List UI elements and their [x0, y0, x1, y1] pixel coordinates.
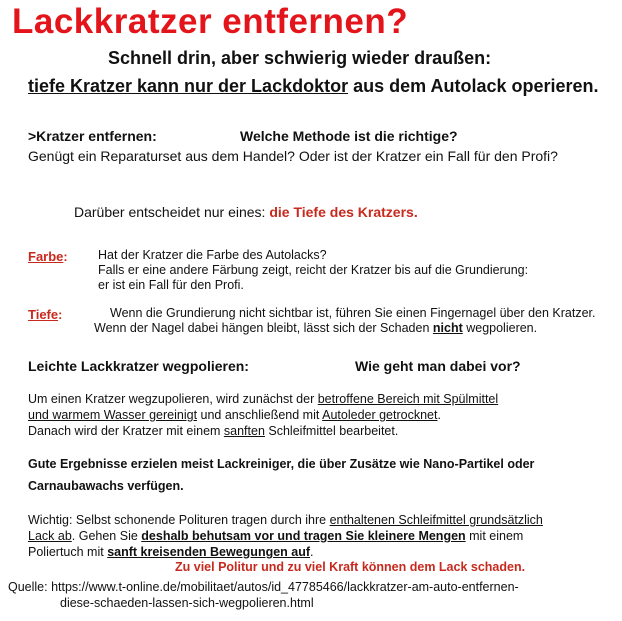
farbe-line-2: Falls er eine andere Färbung zeigt, reicht der Kratzer bis auf die Grundierung:: [98, 263, 529, 277]
warning-line-4: Zu viel Politur und zu viel Kraft können dem Lack schaden.: [175, 560, 526, 574]
decision-highlight: die Tiefe des Kratzers.: [269, 204, 418, 220]
warning-line-2: [28, 529, 523, 543]
farbe-colon: :: [63, 250, 68, 264]
question-left: >Kratzer entfernen:: [28, 128, 157, 144]
polish-p2-b: und anschließend mit: [197, 408, 323, 422]
subtitle-underlined: tiefe Kratzer kann nur der Lackdoktor: [28, 76, 349, 96]
page-title: Lackkratzer entfernen?: [12, 2, 409, 41]
polish-heading-right: Wie geht man dabei vor?: [355, 358, 521, 374]
source-line-2: diese-schaeden-lassen-sich-wegpolieren.html: [60, 596, 314, 610]
warning-line-1: [28, 513, 543, 527]
good-results-line-2: Carnaubawachs verfügen.: [28, 479, 184, 493]
tiefe-label: Tiefe: [28, 307, 59, 322]
good-results-line-1: Gute Ergebnisse erzielen meist Lackreiniger, die über Zusätze wie Nano-Partikel oder: [28, 457, 535, 471]
subtitle-line2: [28, 76, 599, 97]
tiefe-nicht: nicht: [432, 321, 463, 335]
subtitle-line1: Schnell drin, aber schwierig wieder draußen:: [108, 48, 492, 68]
tiefe-label-wrap: [28, 306, 62, 324]
farbe-line-1: Hat der Kratzer die Farbe des Autolacks?: [98, 248, 327, 262]
warn2-a: Lack ab: [28, 529, 72, 543]
warn1-a: Wichtig: Selbst schonende Polituren tragen durch ihre: [28, 513, 330, 527]
polish-heading-left: Leichte Lackkratzer wegpolieren:: [28, 358, 249, 374]
warn2-d: mit einem: [465, 529, 524, 543]
subtitle-rest: aus dem Autolack operieren.: [348, 76, 599, 96]
warn2-b: . Gehen Sie: [71, 529, 142, 543]
polish-p1-b: betroffene Bereich mit Spülmittel: [317, 392, 499, 406]
tiefe-line-2-c: wegpolieren.: [462, 321, 538, 335]
farbe-line-3: er ist ein Fall für den Profi.: [98, 278, 244, 292]
question-text: Genügt ein Reparaturset aus dem Handel? Oder ist der Kratzer ein Fall für den Profi?: [28, 148, 558, 164]
warn3-c: .: [310, 545, 314, 559]
warn3-a: Poliertuch mit: [28, 545, 108, 559]
farbe-label-wrap: [28, 248, 68, 266]
polish-p2-c: Autoleder getrocknet: [322, 408, 438, 422]
polish-p3-b: sanften: [223, 424, 265, 438]
source-line-1: Quelle: https://www.t-online.de/mobilitaet/autos/id_47785466/lackkratzer-am-auto-entfernen-: [8, 580, 519, 594]
polish-p3-c: Schleifmittel bearbeitet.: [264, 424, 399, 438]
polish-line-2: [28, 408, 441, 422]
warn3-b: sanft kreisenden Bewegungen auf: [107, 545, 311, 559]
farbe-label: Farbe: [28, 249, 64, 264]
tiefe-colon: :: [58, 308, 63, 322]
tiefe-line-1: Wenn die Grundierung nicht sichtbar ist, führen Sie einen Fingernagel über den Kratzer.: [110, 306, 596, 320]
decision-line: [74, 204, 418, 220]
polish-p1-a: Um einen Kratzer wegzupolieren, wird zunächst der: [28, 392, 318, 406]
question-right: Welche Methode ist die richtige?: [240, 128, 458, 144]
warn2-c: deshalb behutsam vor und tragen Sie kleinere Mengen: [141, 529, 466, 543]
warning-line-3: [28, 545, 314, 559]
polish-p3-a: Danach wird der Kratzer mit einem: [28, 424, 224, 438]
polish-line-1: [28, 392, 498, 406]
polish-p2-d: .: [437, 408, 441, 422]
tiefe-line-2: [94, 321, 537, 335]
warn1-b: enthaltenen Schleifmittel grundsätzlich: [329, 513, 543, 527]
decision-prefix: Darüber entscheidet nur eines:: [74, 204, 270, 220]
tiefe-line-2-a: Wenn der Nagel dabei hängen bleibt, lässt sich der Schaden: [94, 321, 433, 335]
polish-p2-a: und warmem Wasser gereinigt: [28, 408, 198, 422]
polish-line-3: [28, 424, 398, 438]
